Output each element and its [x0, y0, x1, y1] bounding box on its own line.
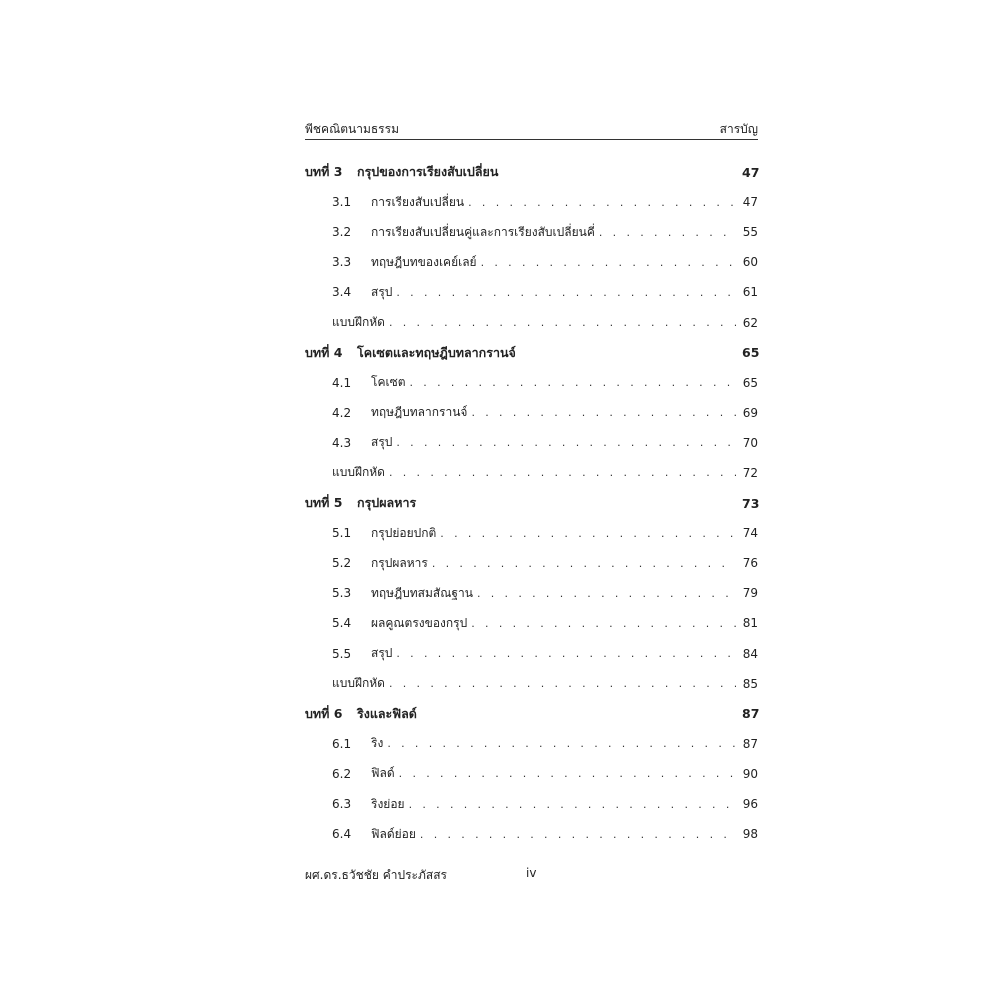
section-title: การเรียงสับเปลี่ยนคู่และการเรียงสับเปลี่ยนคี่ — [371, 224, 595, 239]
page-number: 65 — [742, 345, 760, 361]
page-number: 60 — [742, 255, 758, 270]
section-title: ทฤษฎีบทลากรานจ์ — [371, 405, 468, 420]
dot-leader — [481, 256, 736, 269]
page-number: 69 — [742, 405, 758, 420]
toc-section — [305, 729, 758, 759]
section-number: 4.1 — [332, 375, 352, 390]
toc-section — [305, 819, 758, 849]
dot-leader — [389, 316, 736, 329]
section-title: โคเซต — [371, 375, 406, 390]
exercise-title: แบบฝึกหัด — [332, 315, 385, 330]
dot-leader — [399, 767, 736, 780]
toc-section — [305, 247, 758, 277]
chapter-title: โคเซตและทฤษฎีบทลากรานจ์ — [357, 344, 516, 360]
dot-leader — [471, 617, 736, 630]
exercise-title: แบบฝึกหัด — [332, 676, 385, 691]
section-number: 5.2 — [332, 556, 352, 571]
section-title: ฟิลด์ย่อย — [371, 826, 416, 841]
page-number: 62 — [742, 315, 758, 330]
chapter-label: บทที่ 5 — [305, 495, 343, 511]
toc-section — [305, 578, 758, 608]
toc-exercise — [305, 307, 758, 337]
dot-leader — [420, 828, 736, 841]
dot-leader — [410, 376, 736, 389]
toc-section — [305, 428, 758, 458]
dot-leader — [599, 226, 736, 239]
toc-section — [305, 789, 758, 819]
toc-chapter — [305, 699, 758, 729]
document-page — [305, 0, 758, 1000]
page-number: 79 — [742, 586, 758, 601]
section-number: 3.4 — [332, 285, 352, 300]
section-number: 3.2 — [332, 225, 352, 240]
toc-chapter — [305, 338, 758, 368]
page-number: 61 — [742, 285, 758, 300]
section-number: 3.3 — [332, 255, 352, 270]
page-number: 87 — [742, 736, 758, 751]
section-title: สารบัญ — [719, 122, 758, 136]
toc-section — [305, 217, 758, 247]
section-title: ฟิลด์ — [371, 766, 395, 781]
page-number: 73 — [742, 495, 760, 511]
dot-leader — [432, 557, 736, 570]
page-number: 65 — [742, 375, 758, 390]
table-of-contents — [305, 157, 758, 849]
page-number: 85 — [742, 676, 758, 691]
toc-chapter — [305, 488, 758, 518]
toc-section — [305, 548, 758, 578]
page-number: 98 — [742, 827, 758, 842]
page-number: 76 — [742, 556, 758, 571]
section-title: สรุป — [371, 646, 393, 661]
section-title: ริงย่อย — [371, 796, 405, 811]
dot-leader — [389, 677, 736, 690]
section-title: กรุปย่อยปกติ — [371, 525, 437, 540]
toc-chapter — [305, 157, 758, 187]
page-number: 72 — [742, 465, 758, 480]
section-number: 3.1 — [332, 195, 352, 210]
section-number: 4.3 — [332, 435, 352, 450]
section-title: ริง — [371, 736, 384, 751]
toc-exercise — [305, 669, 758, 699]
section-number: 5.1 — [332, 526, 352, 541]
section-number: 4.2 — [332, 405, 352, 420]
chapter-title: กรุปของการเรียงสับเปลี่ยน — [357, 164, 499, 180]
exercise-title: แบบฝึกหัด — [332, 465, 385, 480]
page-number: 55 — [742, 225, 758, 240]
section-number: 5.5 — [332, 646, 352, 661]
chapter-label: บทที่ 3 — [305, 164, 343, 180]
page-number: 70 — [742, 435, 758, 450]
section-title: สรุป — [371, 435, 393, 450]
section-title: สรุป — [371, 284, 393, 299]
page-number: 84 — [742, 646, 758, 661]
toc-section — [305, 518, 758, 548]
folio-page-number: iv — [526, 866, 537, 880]
section-number: 6.2 — [332, 766, 352, 781]
dot-leader — [387, 737, 736, 750]
dot-leader — [396, 647, 736, 660]
page-number: 74 — [742, 526, 758, 541]
section-number: 5.4 — [332, 616, 352, 631]
section-number: 6.1 — [332, 736, 352, 751]
dot-leader — [389, 466, 736, 479]
section-number: 6.3 — [332, 797, 352, 812]
toc-section — [305, 277, 758, 307]
page-number: 87 — [742, 706, 760, 722]
chapter-label: บทที่ 6 — [305, 705, 343, 721]
toc-exercise — [305, 458, 758, 488]
dot-leader — [477, 587, 736, 600]
toc-section — [305, 759, 758, 789]
toc-section — [305, 398, 758, 428]
chapter-label: บทที่ 4 — [305, 344, 343, 360]
dot-leader — [440, 527, 736, 540]
dot-leader — [396, 436, 736, 449]
book-title: พีชคณิตนามธรรม — [305, 122, 399, 136]
page-number: 90 — [742, 766, 758, 781]
section-number: 6.4 — [332, 827, 352, 842]
page-number: 47 — [742, 195, 758, 210]
toc-section — [305, 187, 758, 217]
section-title: ทฤษฎีบทสมสัณฐาน — [371, 585, 473, 600]
section-title: ทฤษฎีบทของเคย์เลย์ — [371, 254, 477, 269]
page-number: 47 — [742, 164, 760, 180]
section-number: 5.3 — [332, 586, 352, 601]
dot-leader — [409, 798, 736, 811]
section-title: ผลคูณตรงของกรุป — [371, 615, 468, 630]
page-number: 81 — [742, 616, 758, 631]
toc-section — [305, 608, 758, 638]
running-header — [305, 120, 758, 140]
toc-section — [305, 368, 758, 398]
section-title: การเรียงสับเปลี่ยน — [371, 194, 465, 209]
dot-leader — [396, 286, 736, 299]
chapter-title: กรุปผลหาร — [357, 495, 417, 511]
chapter-title: ริงและฟิลด์ — [357, 705, 417, 721]
page-number: 96 — [742, 797, 758, 812]
dot-leader — [468, 196, 736, 209]
section-title: กรุปผลหาร — [371, 555, 428, 570]
dot-leader — [471, 406, 736, 419]
toc-section — [305, 639, 758, 669]
author-name: ผศ.ดร.ธวัชชัย คำประภัสสร — [305, 868, 447, 882]
